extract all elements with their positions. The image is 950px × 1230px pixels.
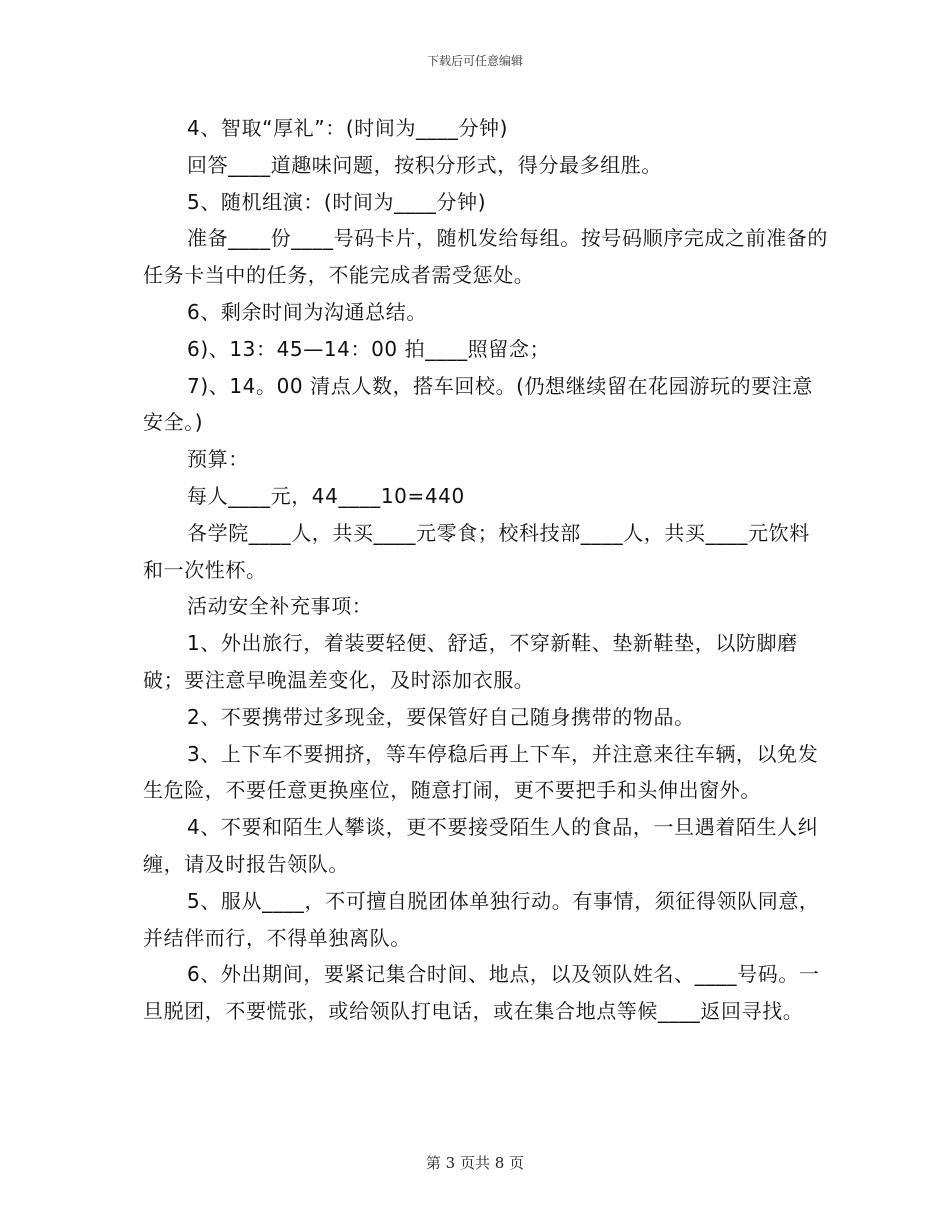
paragraph-8: 预算： bbox=[187, 447, 249, 472]
paragraph-2: 回答____道趣味问题，按积分形式，得分最多组胜。 bbox=[187, 152, 662, 177]
document-body bbox=[143, 110, 828, 1030]
paragraph-4: 准备____份____号码卡片，随机发给每组。按号码顺序完成之前准备的任务卡当中的任务，不能完成者需受惩处。 bbox=[143, 226, 828, 288]
paragraph-3: 5、随机组演：(时间为____分钟) bbox=[187, 189, 487, 214]
paragraph-16: 5、服从____，不可擅自脱团体单独行动。有事情，须征得领队同意，并结伴而行，不得单独离队。 bbox=[143, 888, 820, 950]
paragraph-10: 各学院____人，共买____元零食；校科技部____人，共买____元饮料和一次性杯。 bbox=[143, 520, 810, 582]
paragraph-17: 6、外出期间，要紧记集合时间、地点，以及领队姓名、____号码。一旦脱团，不要慌张，或给领队打电话，或在集合地点等候____返回寻找。 bbox=[143, 962, 820, 1024]
page-header: 下载后可任意编辑 bbox=[426, 54, 523, 68]
paragraph-15: 4、不要和陌生人攀谈，更不要接受陌生人的食品，一旦遇着陌生人纠缠，请及时报告领队。 bbox=[143, 815, 819, 876]
paragraph-14: 3、上下车不要拥挤，等车停稳后再上下车，并注意来往车辆，以免发生危险，不要任意更换座位，随意打闹，更不要把手和头伸出窗外。 bbox=[143, 741, 819, 803]
paragraph-12: 1、外出旅行，着装要轻便、舒适，不穿新鞋、垫新鞋垫，以防脚磨破；要注意早晚温差变化，及时添加衣服。 bbox=[143, 631, 798, 692]
paragraph-6: 6)、13：45—14：00 拍____照留念； bbox=[187, 336, 551, 361]
paragraph-1: 4、智取“厚礼”：(时间为____分钟) bbox=[187, 116, 509, 140]
page-footer: 第 3 页共 8 页 bbox=[425, 1154, 525, 1172]
paragraph-5: 6、剩余时间为沟通总结。 bbox=[187, 299, 427, 324]
paragraph-9: 每人____元，44____10=440 bbox=[187, 483, 465, 508]
paragraph-13: 2、不要携带过多现金，要保管好自己随身携带的物品。 bbox=[187, 704, 695, 729]
paragraph-7: 7)、14。00 清点人数，搭车回校。(仍想继续留在花园游玩的要注意安全。) bbox=[143, 373, 813, 435]
paragraph-11: 活动安全补充事项： bbox=[187, 594, 373, 619]
